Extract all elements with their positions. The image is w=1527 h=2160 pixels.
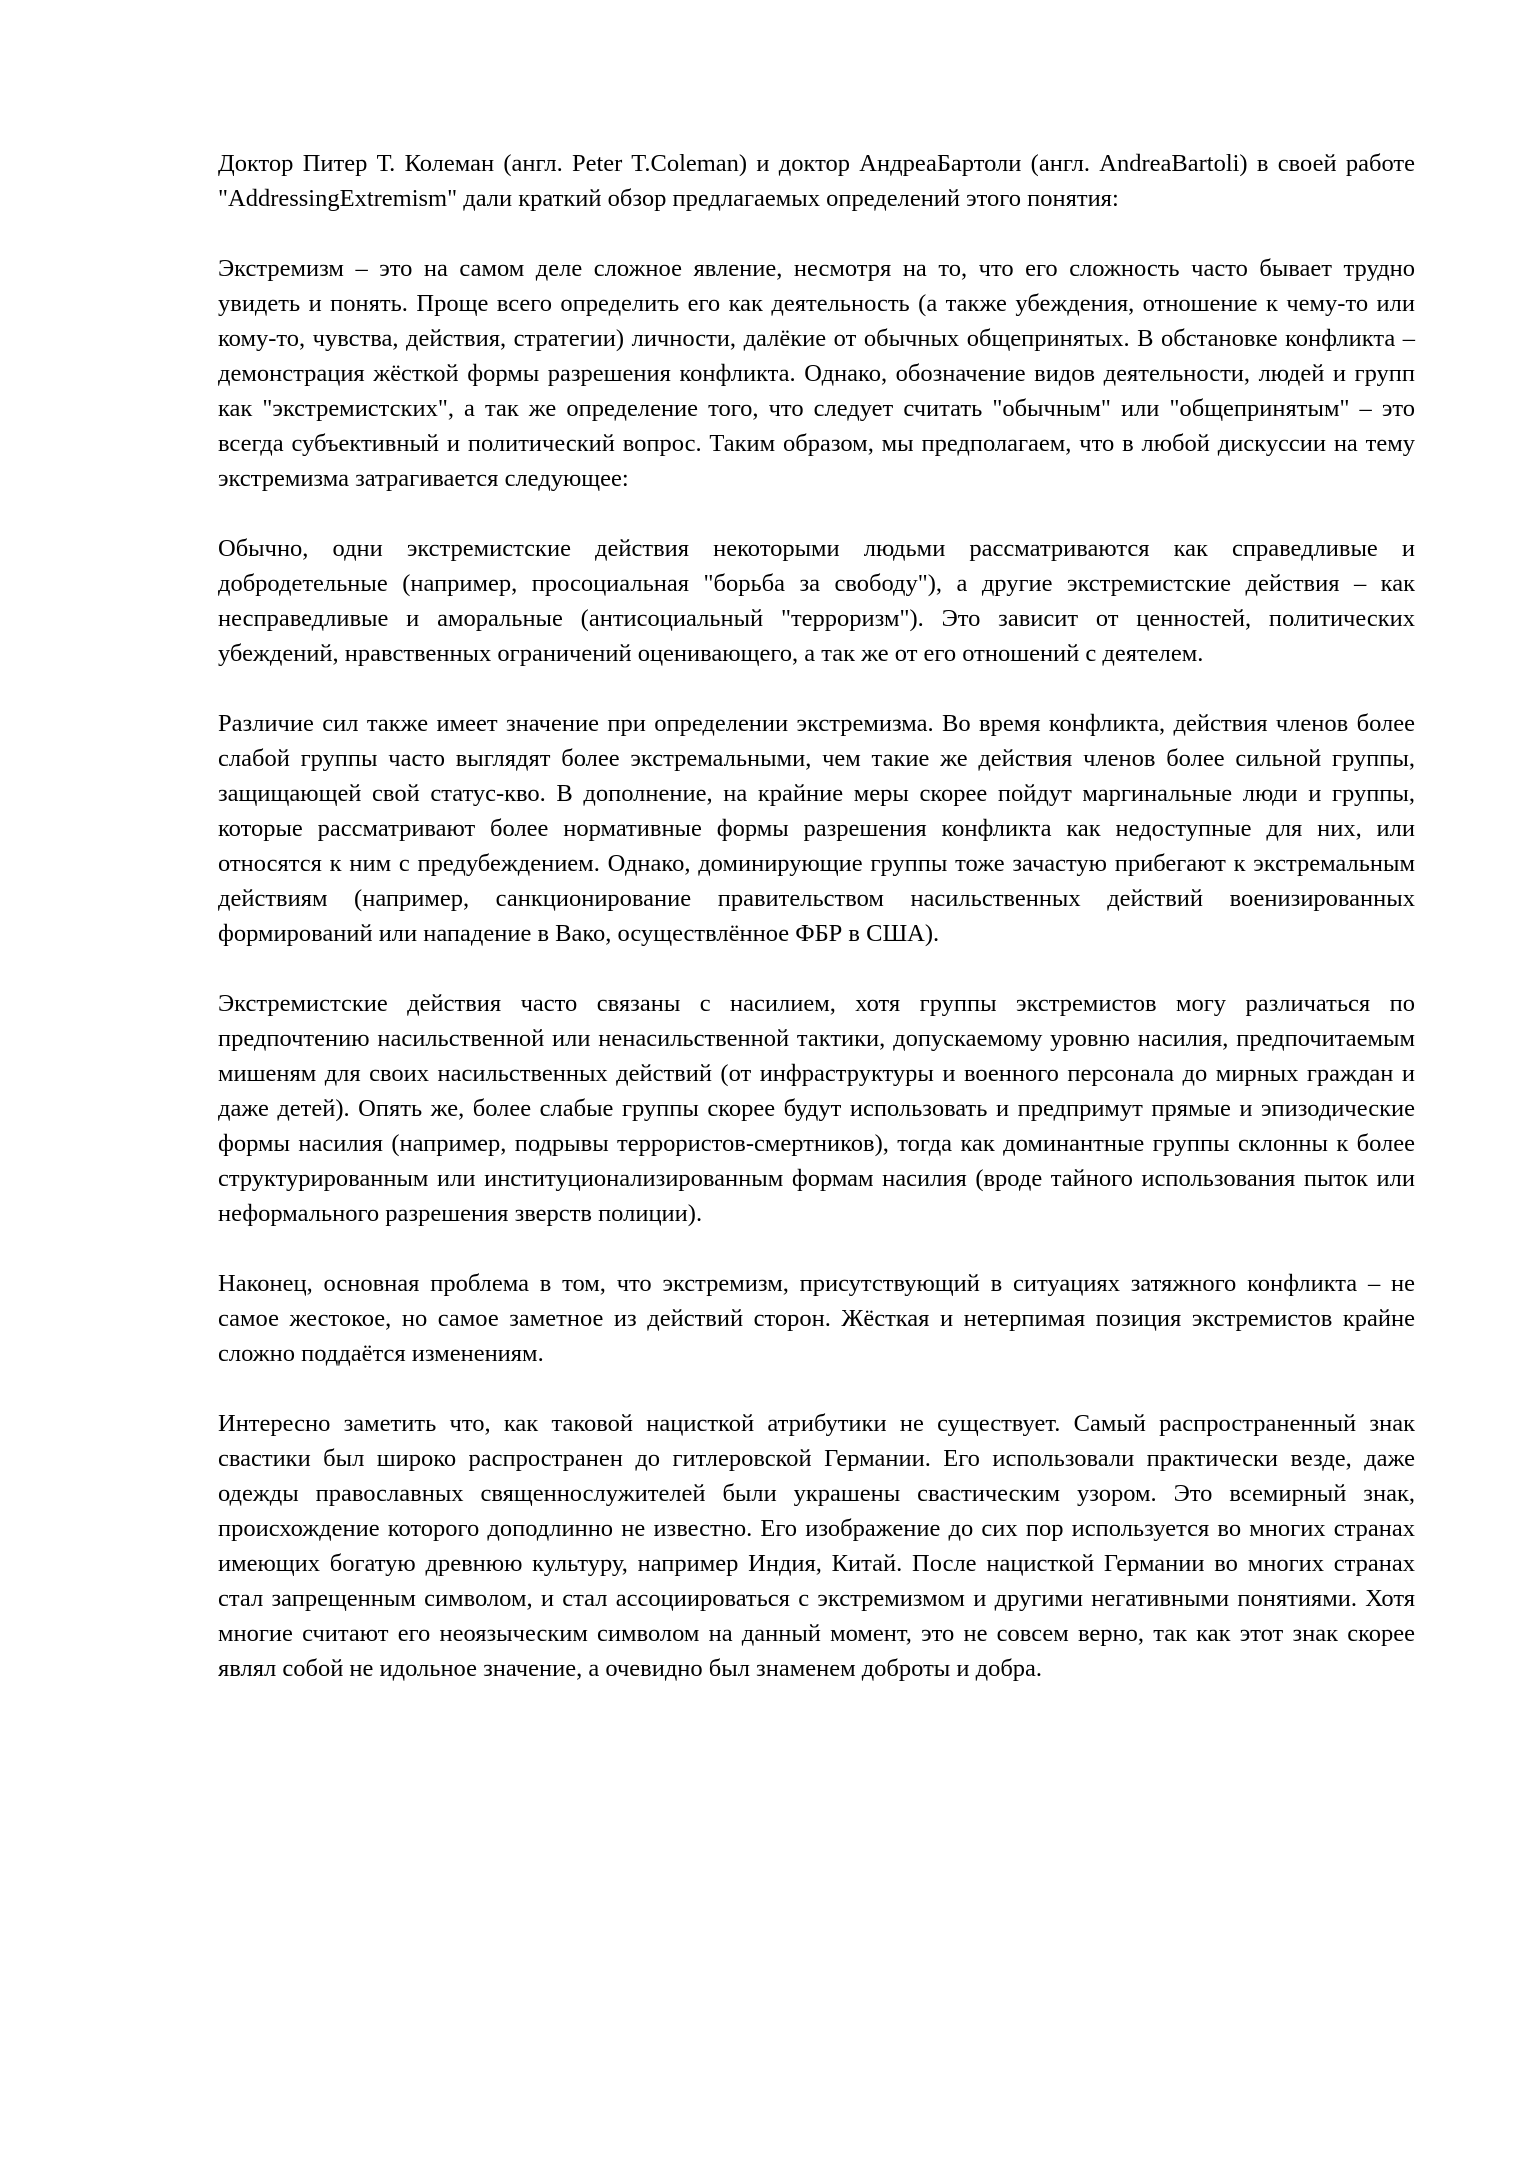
paragraph-core-problem: Наконец, основная проблема в том, что экстремизм, присутствующий в ситуациях затяжного конфликта – не самое жестокое, но самое заметное из действий сторон. Жёсткая и нетерпимая позиция экстремистов крайне сложно поддаётся изменениям. (218, 1270, 1415, 1367)
paragraph-extremism-definition: Экстремизм – это на самом деле сложное явление, несмотря на то, что его сложность часто бывает трудно увидеть и понять. Проще всего определить его как деятельность (а также убеждения, отношение к чему-то или кому-то, чувства, действия, стратегии) личности, далёкие от обычных общепринятых. В обстановке конфликта – демонстрация жёсткой формы разрешения конфликта. Однако, обозначение видов деятельности, людей и групп как "экстремистских", а так же определение того, что следует считать "обычным" или "общепринятым" – это всегда субъективный и политический вопрос. Таким образом, мы предполагаем, что в любой дискуссии на тему экстремизма затрагивается следующее: (218, 255, 1415, 492)
paragraph-swastika-history: Интересно заметить что, как таковой нацисткой атрибутики не существует. Самый распространенный знак свастики был широко распространен до гитлеровской Германии. Его использовали практически везде, даже одежды православных священнослужителей были украшены свастическим узором. Это всемирный знак, происхождение которого доподлинно не известно. Его изображение до сих пор используется во многих странах имеющих богатую древнюю культуру, например Индия, Китай. После нацисткой Германии во многих странах стал запрещенным символом, и стал ассоциироваться с экстремизмом и другими негативными понятиями. Хотя многие считают его неоязыческим символом на данный момент, это не совсем верно, так как этот знак скорее являл собой не идольное значение, а очевидно был знаменем доброты и добра. (218, 1410, 1415, 1682)
paragraph-intro-authors: Доктор Питер Т. Колеман (англ. Peter T.Coleman) и доктор АндреаБартоли (англ. AndreaBartoli) в своей работе "AddressingExtremism" дали краткий обзор предлагаемых определений этого понятия: (218, 150, 1415, 212)
paragraph-perception-of-actions: Обычно, одни экстремистские действия некоторыми людьми рассматриваются как справедливые и добродетельные (например, просоциальная "борьба за свободу"), а другие экстремистские действия – как несправедливые и аморальные (антисоциальный "терроризм"). Это зависит от ценностей, политических убеждений, нравственных ограничений оценивающего, а так же от его отношений с деятелем. (218, 535, 1415, 667)
paragraph-violence-link: Экстремистские действия часто связаны с насилием, хотя группы экстремистов могу различаться по предпочтению насильственной или ненасильственной тактики, допускаемому уровню насилия, предпочитаемым мишеням для своих насильственных действий (от инфраструктуры и военного персонала до мирных граждан и даже детей). Опять же, более слабые группы скорее будут использовать и предпримут прямые и эпизодические формы насилия (например, подрывы террористов-смертников), тогда как доминантные группы склонны к более структурированным или институционализированным формам насилия (вроде тайного использования пыток или неформального разрешения зверств полиции). (218, 990, 1415, 1227)
paragraph-power-difference: Различие сил также имеет значение при определении экстремизма. Во время конфликта, действия членов более слабой группы часто выглядят более экстремальными, чем такие же действия членов более сильной группы, защищающей свой статус-кво. В дополнение, на крайние меры скорее пойдут маргинальные люди и группы, которые рассматривают более нормативные формы разрешения конфликта как недоступные для них, или относятся к ним с предубеждением. Однако, доминирующие группы тоже зачастую прибегают к экстремальным действиям (например, санкционирование правительством насильственных действий военизированных формирований или нападение в Вако, осуществлённое ФБР в США). (218, 710, 1415, 947)
